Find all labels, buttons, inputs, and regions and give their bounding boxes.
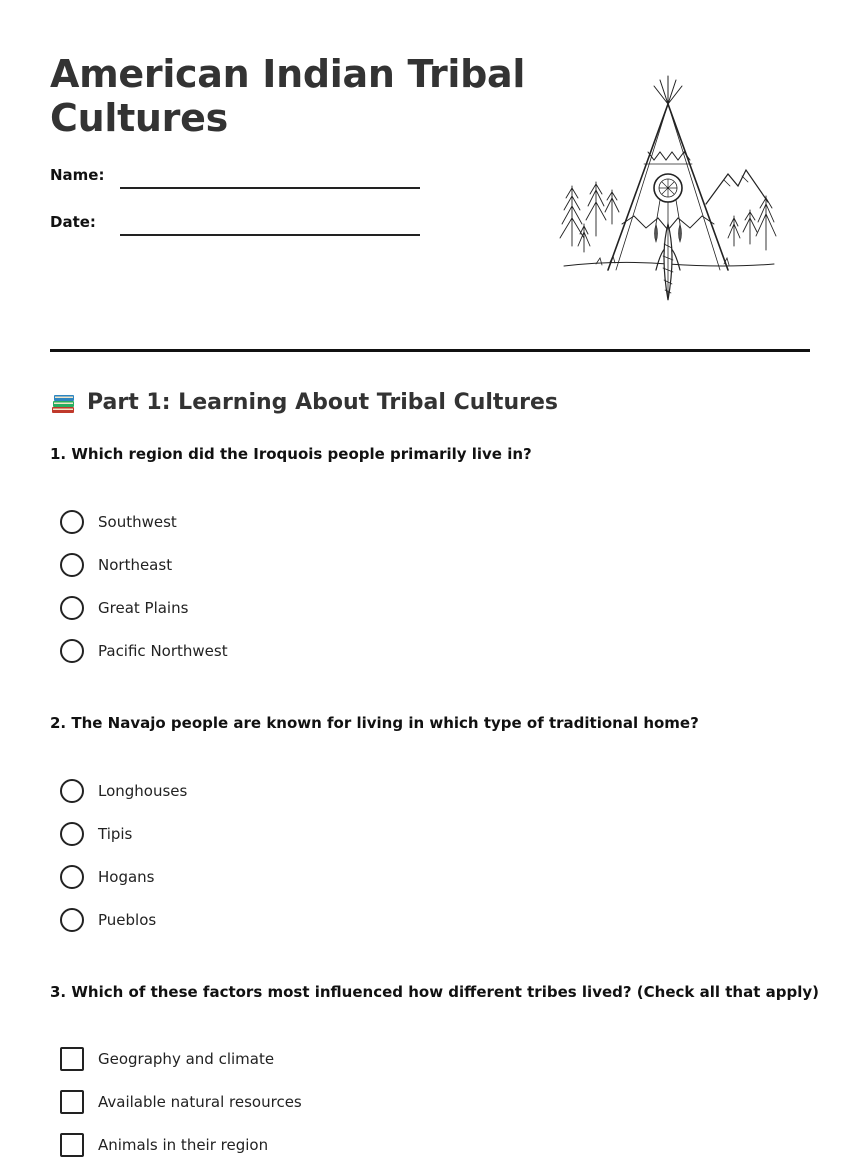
- q2-option-tipis[interactable]: [60, 821, 132, 847]
- option-label: Great Plains: [98, 599, 189, 617]
- date-field-row: [50, 207, 430, 237]
- name-input-line[interactable]: [120, 187, 420, 189]
- option-label: Geography and climate: [98, 1050, 275, 1068]
- teepee-dreamcatcher-illustration: [556, 74, 780, 304]
- q2-option-pueblos[interactable]: [60, 907, 156, 933]
- page-title: American Indian Tribal Cultures: [50, 52, 526, 140]
- option-label: Pueblos: [98, 911, 157, 929]
- checkbox[interactable]: [60, 1090, 84, 1114]
- name-field-row: [50, 160, 430, 190]
- checkbox[interactable]: [60, 1047, 84, 1071]
- question-3: 3. Which of these factors most influenced how different tribes lived? (Check all that apply): [50, 983, 819, 1001]
- q1-option-southwest[interactable]: [60, 509, 177, 535]
- q1-option-northeast[interactable]: [60, 552, 172, 578]
- radio-button[interactable]: [60, 553, 84, 577]
- question-1: 1. Which region did the Iroquois people primarily live in?: [50, 445, 532, 463]
- radio-button[interactable]: [60, 908, 84, 932]
- books-icon: [50, 388, 78, 416]
- option-label: Northeast: [98, 556, 173, 574]
- option-label: Hogans: [98, 868, 155, 886]
- q1-option-great-plains[interactable]: [60, 595, 188, 621]
- question-2: 2. The Navajo people are known for living in which type of traditional home?: [50, 714, 699, 732]
- q3-option-animals[interactable]: [60, 1132, 268, 1158]
- radio-button[interactable]: [60, 639, 84, 663]
- radio-button[interactable]: [60, 822, 84, 846]
- q1-option-pacific-northwest[interactable]: [60, 638, 228, 664]
- q2-option-hogans[interactable]: [60, 864, 155, 890]
- radio-button[interactable]: [60, 865, 84, 889]
- date-input-line[interactable]: [120, 234, 420, 236]
- name-label: Name:: [50, 166, 105, 184]
- option-label: Pacific Northwest: [98, 642, 228, 660]
- checkbox[interactable]: [60, 1133, 84, 1157]
- q3-option-geography[interactable]: [60, 1046, 274, 1072]
- part1-title: Part 1: Learning About Tribal Cultures: [87, 389, 558, 415]
- part1-heading: [50, 388, 558, 416]
- q3-option-resources[interactable]: [60, 1089, 302, 1115]
- option-label: Available natural resources: [98, 1093, 302, 1111]
- option-label: Animals in their region: [98, 1136, 269, 1154]
- radio-button[interactable]: [60, 596, 84, 620]
- q2-option-longhouses[interactable]: [60, 778, 187, 804]
- date-label: Date:: [50, 213, 96, 231]
- header-divider: [50, 349, 810, 352]
- radio-button[interactable]: [60, 510, 84, 534]
- option-label: Southwest: [98, 513, 177, 531]
- option-label: Longhouses: [98, 782, 188, 800]
- option-label: Tipis: [98, 825, 133, 843]
- radio-button[interactable]: [60, 779, 84, 803]
